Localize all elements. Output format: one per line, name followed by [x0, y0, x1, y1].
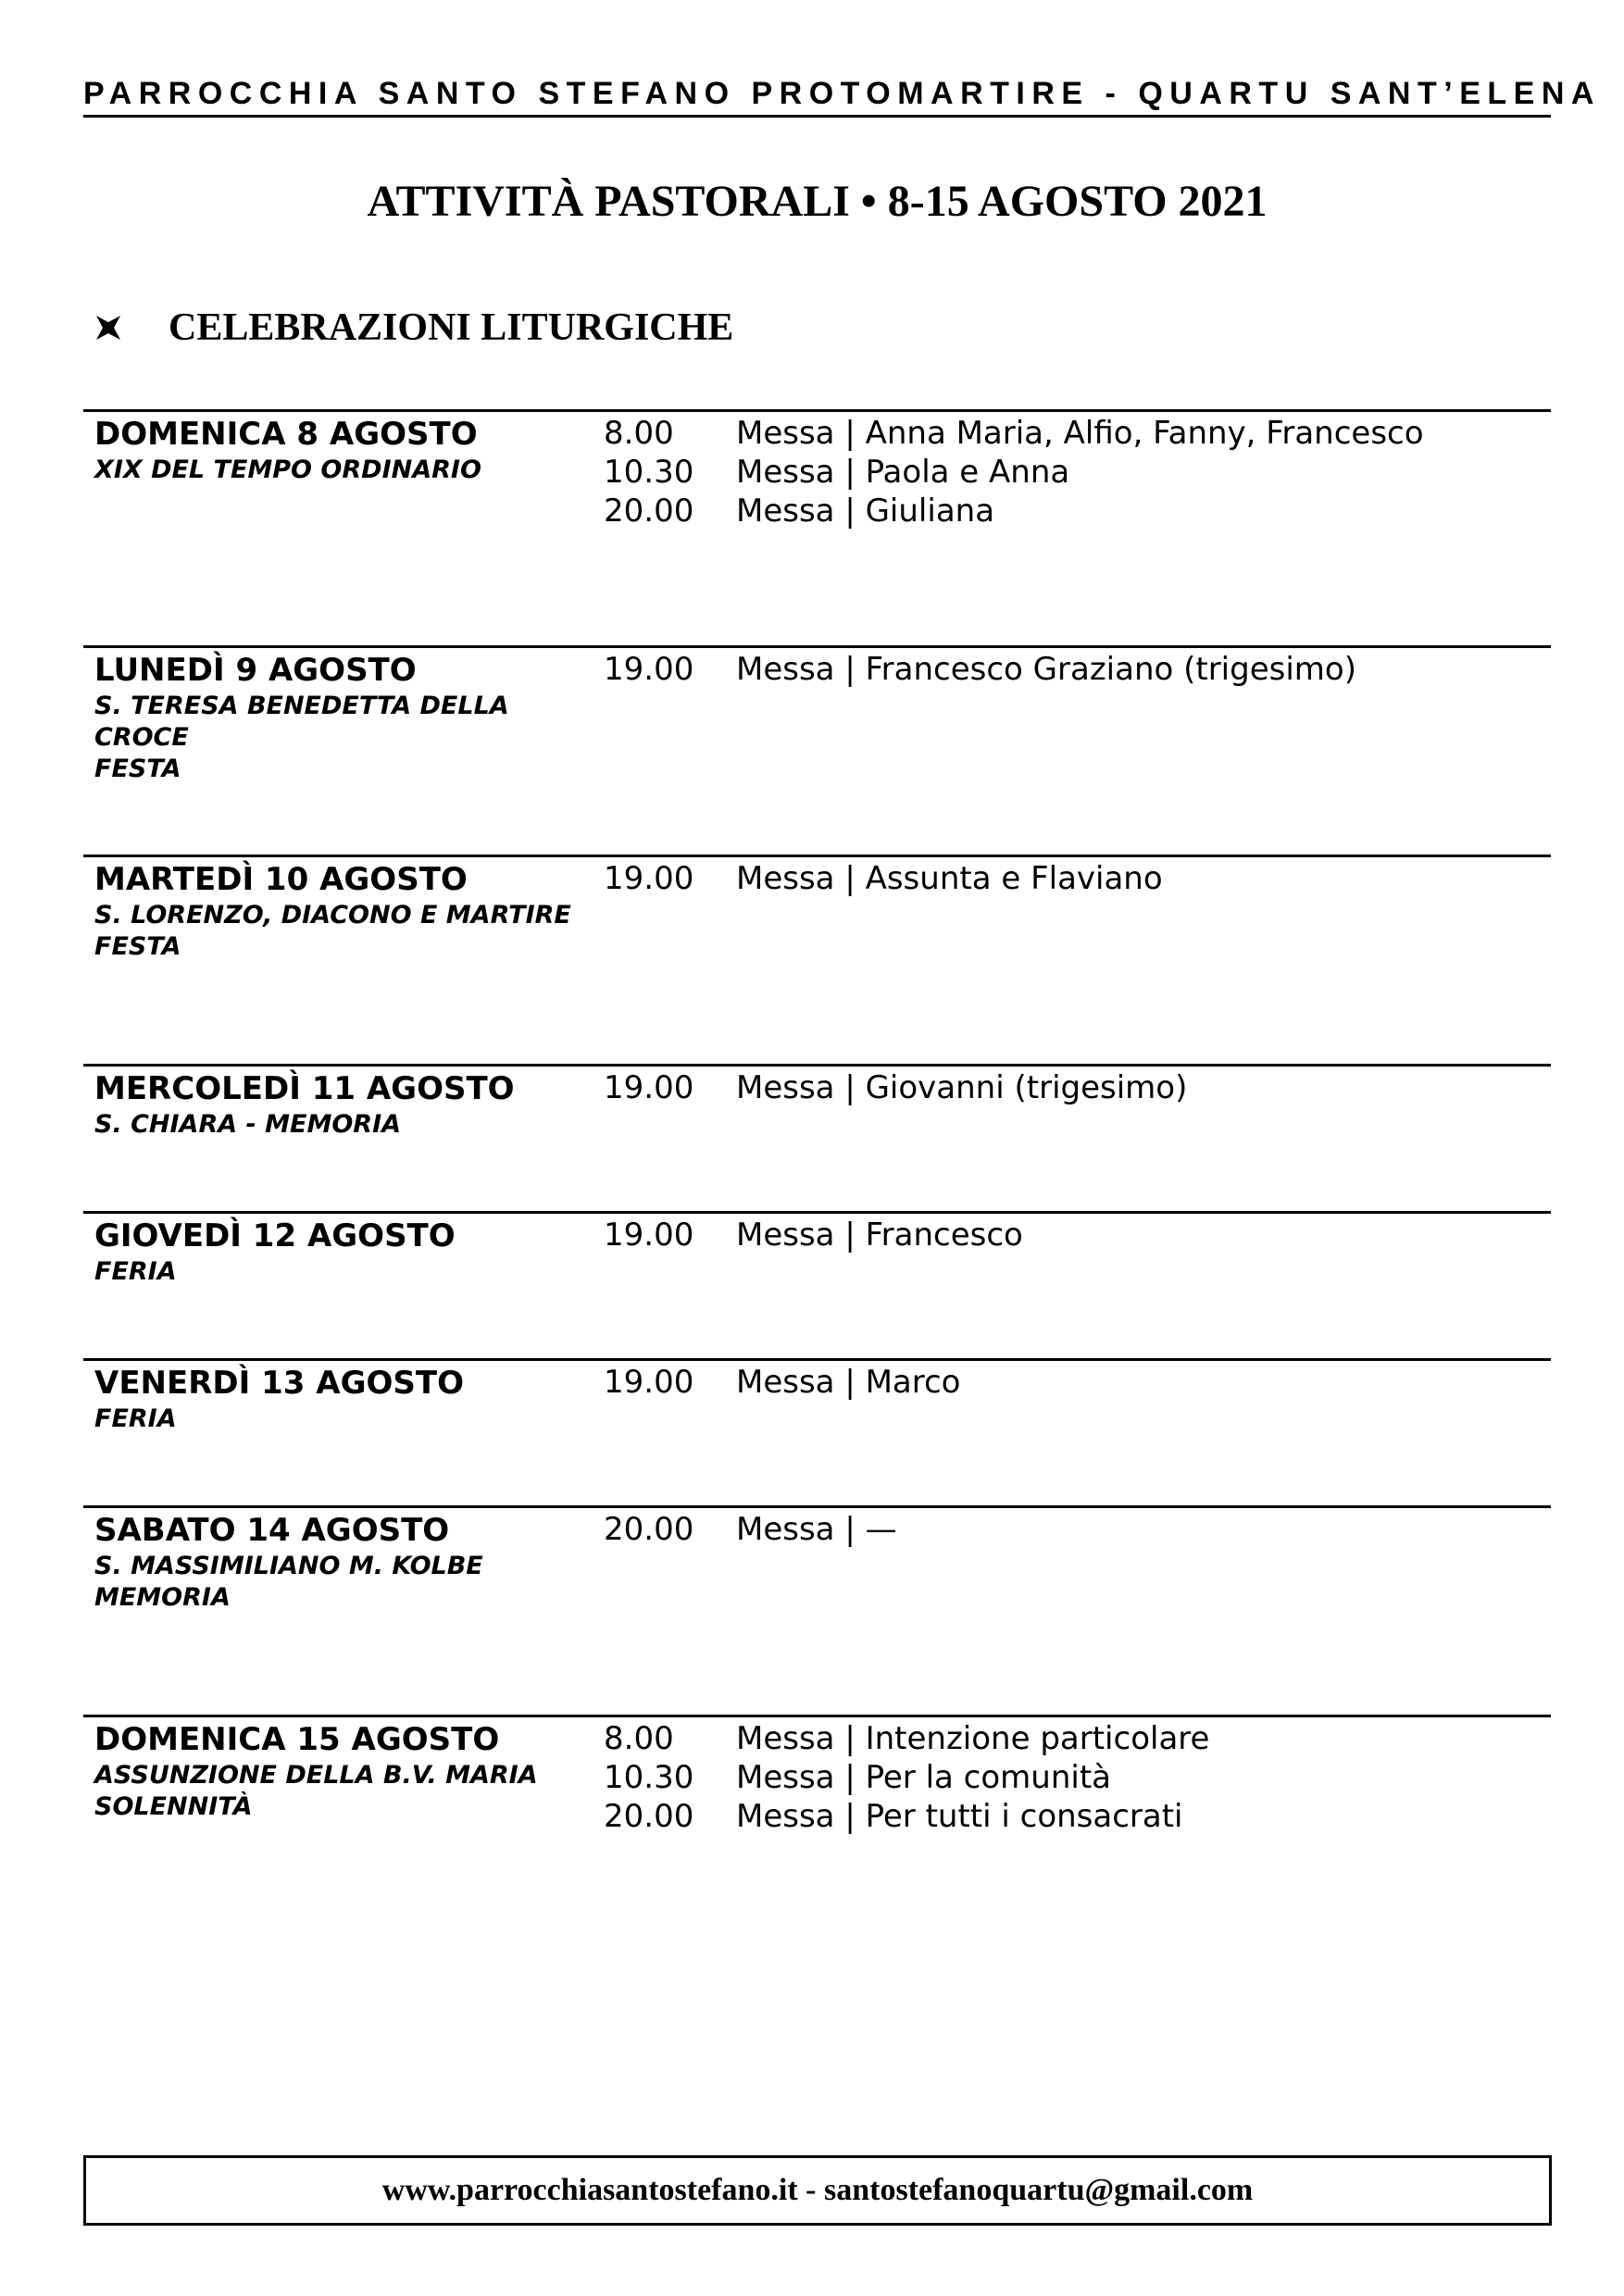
- mass-list: [604, 1216, 1023, 1254]
- page-title: ATTIVITÀ PASTORALI • 8-15 AGOSTO 2021: [367, 177, 1268, 226]
- mass-intention: Messa | Anna Maria, Alfio, Fanny, Francesco: [736, 415, 1424, 452]
- mass-time: 20.00: [604, 1798, 694, 1835]
- day-name: MARTEDÌ 10 AGOSTO: [94, 861, 468, 898]
- mass-time: 19.00: [604, 1217, 694, 1254]
- mass-intention: Messa | Francesco Graziano (trigesimo): [736, 651, 1356, 688]
- day-name: GIOVEDÌ 12 AGOSTO: [94, 1217, 456, 1254]
- mass-entry: [604, 1758, 1209, 1797]
- mass-time: 10.30: [604, 1759, 694, 1796]
- contact-text: www.parrocchiasantostefano.it - santostefanoquartu@gmail.com: [381, 2173, 1254, 2207]
- day-feast: S. CHIARA - MEMORIA: [94, 1110, 402, 1139]
- day-rank: SOLENNITÀ: [94, 1792, 253, 1821]
- day-block: [83, 409, 1551, 648]
- day-feast: S. TERESA BENEDETTA DELLA CROCE: [94, 692, 509, 752]
- mass-entry: [604, 1797, 1209, 1836]
- day-name: DOMENICA 8 AGOSTO: [94, 416, 478, 453]
- day-feast: XIX DEL TEMPO ORDINARIO: [94, 455, 481, 484]
- day-name: DOMENICA 15 AGOSTO: [94, 1721, 500, 1758]
- mass-intention: Messa | —: [736, 1511, 897, 1548]
- day-rank: FESTA: [94, 932, 181, 961]
- mass-entry: [604, 453, 1424, 492]
- mass-intention: Messa | Intenzione particolare: [736, 1720, 1210, 1757]
- mass-intention: Messa | Paola e Anna: [736, 454, 1070, 491]
- mass-entry: [604, 1068, 1187, 1107]
- day-feast: ASSUNZIONE DELLA B.V. MARIA: [94, 1761, 538, 1790]
- mass-time: 19.00: [604, 651, 694, 688]
- mass-entry: [604, 1719, 1209, 1758]
- mass-intention: Messa | Marco: [736, 1364, 961, 1401]
- day-feast: S. MASSIMILIANO M. KOLBE: [94, 1552, 483, 1580]
- mass-time: 19.00: [604, 1364, 694, 1401]
- mass-time: 19.00: [604, 1069, 694, 1106]
- cross-star-icon: [93, 312, 124, 343]
- mass-entry: [604, 1510, 897, 1549]
- mass-list: [604, 859, 1163, 898]
- day-block: [83, 1505, 1551, 1717]
- day-name: VENERDÌ 13 AGOSTO: [94, 1365, 464, 1402]
- day-block: [83, 855, 1551, 1067]
- day-name: LUNEDÌ 9 AGOSTO: [94, 652, 417, 689]
- mass-entry: [604, 492, 1424, 530]
- day-name: MERCOLEDÌ 11 AGOSTO: [94, 1070, 515, 1107]
- mass-entry: [604, 859, 1163, 898]
- parish-header: PARROCCHIA SANTO STEFANO PROTOMARTIRE - QUARTU SANT’ELENA: [83, 76, 1601, 111]
- mass-list: [604, 1068, 1187, 1107]
- day-block: [83, 645, 1551, 857]
- day-name: SABATO 14 AGOSTO: [94, 1512, 450, 1549]
- mass-entry: [604, 1363, 960, 1402]
- mass-intention: Messa | Per tutti i consacrati: [736, 1798, 1183, 1835]
- mass-list: [604, 650, 1356, 689]
- mass-time: 8.00: [604, 415, 674, 452]
- mass-time: 20.00: [604, 1511, 694, 1548]
- day-rank: FERIA: [94, 1257, 177, 1286]
- mass-entry: [604, 1216, 1023, 1254]
- mass-time: 10.30: [604, 454, 694, 491]
- day-feast: S. LORENZO, DIACONO E MARTIRE: [94, 901, 571, 930]
- day-block: [83, 1358, 1551, 1508]
- day-block: [83, 1211, 1551, 1361]
- mass-entry: [604, 414, 1424, 453]
- mass-time: 19.00: [604, 860, 694, 897]
- day-rank: FESTA: [94, 755, 181, 783]
- day-block: [83, 1064, 1551, 1214]
- day-rank: MEMORIA: [94, 1583, 231, 1612]
- mass-time: 8.00: [604, 1720, 674, 1757]
- section-heading: [93, 306, 733, 350]
- day-rank: FERIA: [94, 1404, 177, 1433]
- mass-intention: Messa | Giuliana: [736, 493, 995, 530]
- mass-list: [604, 1363, 960, 1402]
- header-rule: [83, 115, 1551, 118]
- section-label: CELEBRAZIONI LITURGICHE: [169, 306, 734, 349]
- mass-list: [604, 1510, 897, 1549]
- mass-intention: Messa | Per la comunità: [736, 1759, 1111, 1796]
- footer-contact-box: [83, 2155, 1552, 2226]
- mass-entry: [604, 650, 1356, 689]
- mass-intention: Messa | Giovanni (trigesimo): [736, 1069, 1188, 1106]
- mass-list: [604, 414, 1424, 530]
- mass-list: [604, 1719, 1209, 1836]
- mass-intention: Messa | Francesco: [736, 1217, 1023, 1254]
- day-block: [83, 1715, 1551, 1903]
- mass-intention: Messa | Assunta e Flaviano: [736, 860, 1163, 897]
- mass-time: 20.00: [604, 493, 694, 530]
